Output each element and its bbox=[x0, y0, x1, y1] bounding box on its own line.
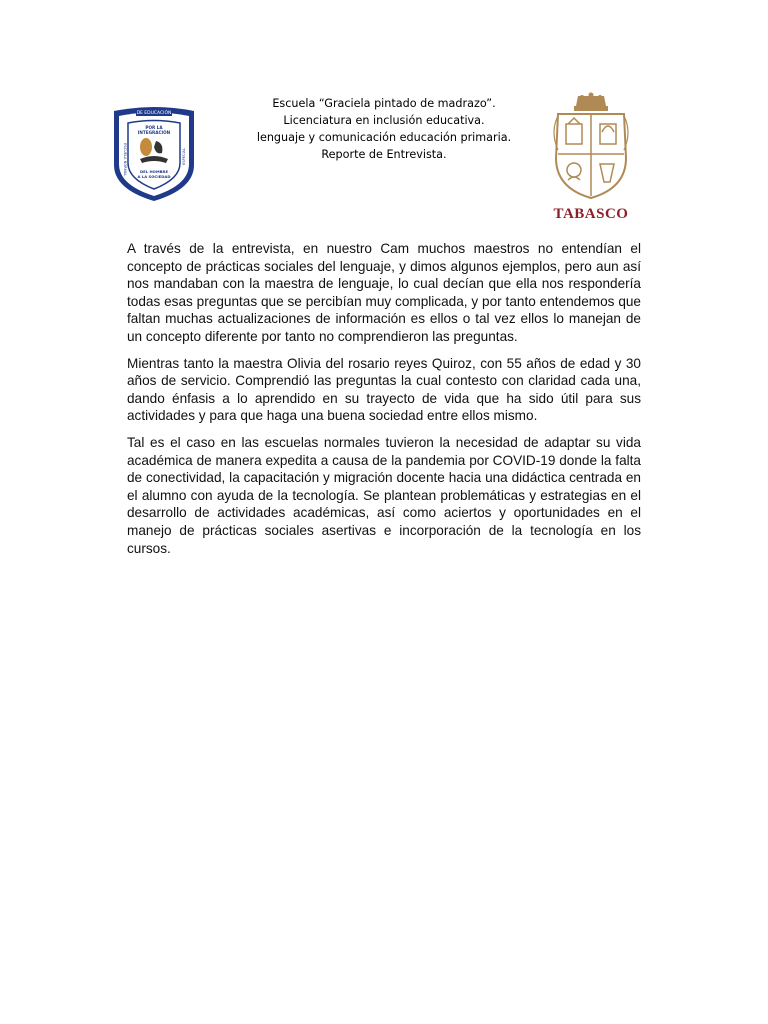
tabasco-coat-of-arms bbox=[548, 92, 634, 224]
tabasco-label: TABASCO bbox=[553, 206, 629, 222]
school-logo bbox=[108, 103, 200, 203]
heading-line-school: Escuela “Graciela pintado de madrazo”. bbox=[272, 97, 496, 110]
heading-line-report: Reporte de Entrevista. bbox=[321, 148, 447, 161]
heading-line-subject: lenguaje y comunicación educación primaria. bbox=[256, 131, 512, 144]
document-heading bbox=[230, 95, 538, 163]
paragraph-2: Mientras tanto la maestra Olivia del rosario reyes Quiroz, con 55 años de edad y 30 años de servicio. Comprendió las preguntas la cual contesto con claridad cada una, dando énfasis a lo aprendido en su trayecto de vida que ha sido útil para sus actividades y para que haga una buena sociedad entre ellos mismo. bbox=[127, 355, 641, 424]
heading-line-degree: Licenciatura en inclusión educativa. bbox=[283, 114, 485, 127]
logo-inner-text-1: POR LA bbox=[145, 125, 163, 130]
logo-inner-text-4: A LA SOCIEDAD bbox=[137, 174, 171, 179]
logo-inner-text-3: DEL HOMBRE bbox=[139, 169, 169, 174]
logo-right-text: ESPECIAL bbox=[182, 147, 186, 165]
logo-top-text: DE EDUCACIÓN bbox=[136, 111, 172, 116]
logo-inner-text-2: INTEGRACIÓN bbox=[137, 130, 171, 135]
report-body bbox=[127, 240, 641, 566]
paragraph-3: Tal es el caso en las escuelas normales tuvieron la necesidad de adaptar su vida académica de manera expedita a causa de la pandemia por COVID-19 donde la falta de conectividad, la capacitación y migración docente hacia una didáctica centrada en el alumno con ayuda de la tecnología. Se plantean problemáticas y estrategias en el desarrollo de actividades académicas, así como aciertos y oportunidades en el manejo de prácticas sociales asertivas e incorporación de la tecnología en los cursos. bbox=[127, 434, 641, 556]
paragraph-1: A través de la entrevista, en nuestro Cam muchos maestros no entendían el concepto de prácticas sociales del lenguaje, y dimos algunos ejemplos, pero aun así nos mandaban con la maestra de lenguaje, lo cual decían que ella nos respondería todas esas preguntas que se percibían muy complicada, y por tanto entendemos que faltan muchas actualizaciones de información es ellos o tal vez ellos lo manejan de un concepto diferente por tanto no comprendieron las preguntas. bbox=[127, 241, 641, 344]
logo-left-text: ESCUELA NORMAL bbox=[123, 143, 127, 177]
document-header bbox=[0, 0, 768, 230]
